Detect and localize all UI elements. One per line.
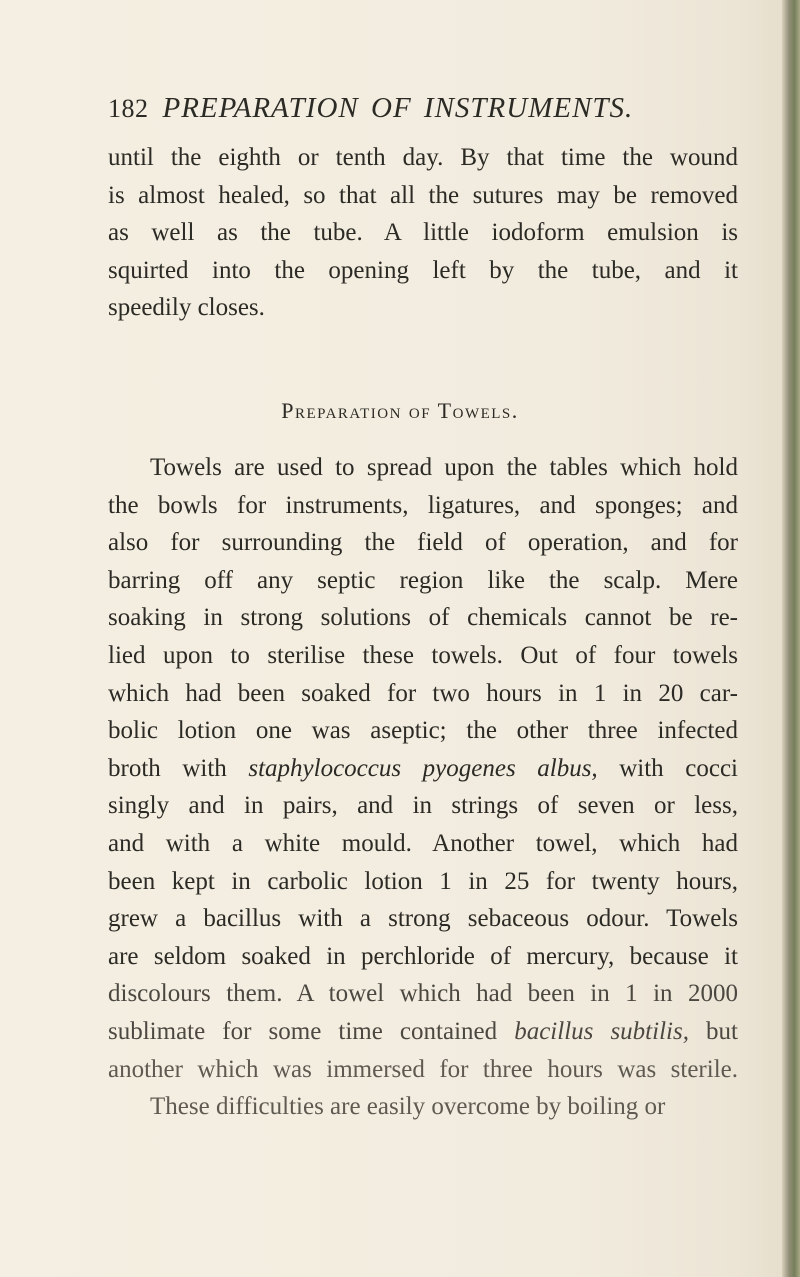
text-line: is almost healed, so that all the sutures may be removed [108,181,738,209]
text-line: which had been soaked for two hours in 1 in 20 car- [108,679,738,707]
text-segment: sublimate for some time contained [108,1017,515,1045]
text-segment: but [688,1017,738,1045]
text-line: another which was immersed for three hours was sterile. [108,1055,738,1083]
text-line-italic-mixed [108,1013,738,1051]
paragraph-towels [108,449,738,1126]
text-line: been kept in carbolic lotion 1 in 25 for twenty hours, [108,867,738,895]
text-line: are seldom soaked in perchloride of mercury, because it [108,942,738,970]
text-line-italic-mixed [108,750,738,788]
text-line: discolours them. A towel which had been in 1 in 2000 [108,980,738,1008]
italic-term: bacillus subtilis, [514,1017,689,1045]
text-line: barring off any septic region like the scalp. Mere [108,566,738,594]
text-line: as well as the tube. A little iodoform emulsion is [108,219,738,247]
text-line: bolic lotion one was aseptic; the other three infected [108,717,738,745]
text-line: the bowls for instruments, ligatures, and sponges; and [108,491,738,519]
text-segment: broth with [108,754,249,782]
section-heading: Preparation of Towels. [281,398,519,423]
text-segment: with cocci [597,754,738,782]
text-line: also for surrounding the field of operation, and for [108,529,738,557]
running-title: PREPARATION OF INSTRUMENTS. [162,92,634,124]
text-line: grew a bacillus with a strong sebaceous odour. Towels [108,905,738,933]
text-line: until the eighth or tenth day. By that time the wound [108,144,738,171]
text-line: lied upon to sterilise these towels. Out of four towels [108,641,738,669]
text-line: speedily closes. [108,294,265,322]
text-line: soaking in strong solutions of chemicals cannot be re- [108,604,738,632]
text-line: Towels are used to spread upon the tables which hold [150,454,738,481]
page-header [108,92,748,126]
page-number: 182 [108,94,149,123]
italic-term: staphylococcus pyogenes albus, [248,754,598,782]
text-line: squirted into the opening left by the tube, and it [108,256,738,284]
text-line: singly and in pairs, and in strings of seven or less, [108,792,738,820]
text-line: and with a white mould. Another towel, which had [108,829,738,857]
text-line: These difficulties are easily overcome by boiling or [150,1093,666,1121]
page-edge-binding [782,0,800,1277]
paragraph-continuation [108,139,738,327]
